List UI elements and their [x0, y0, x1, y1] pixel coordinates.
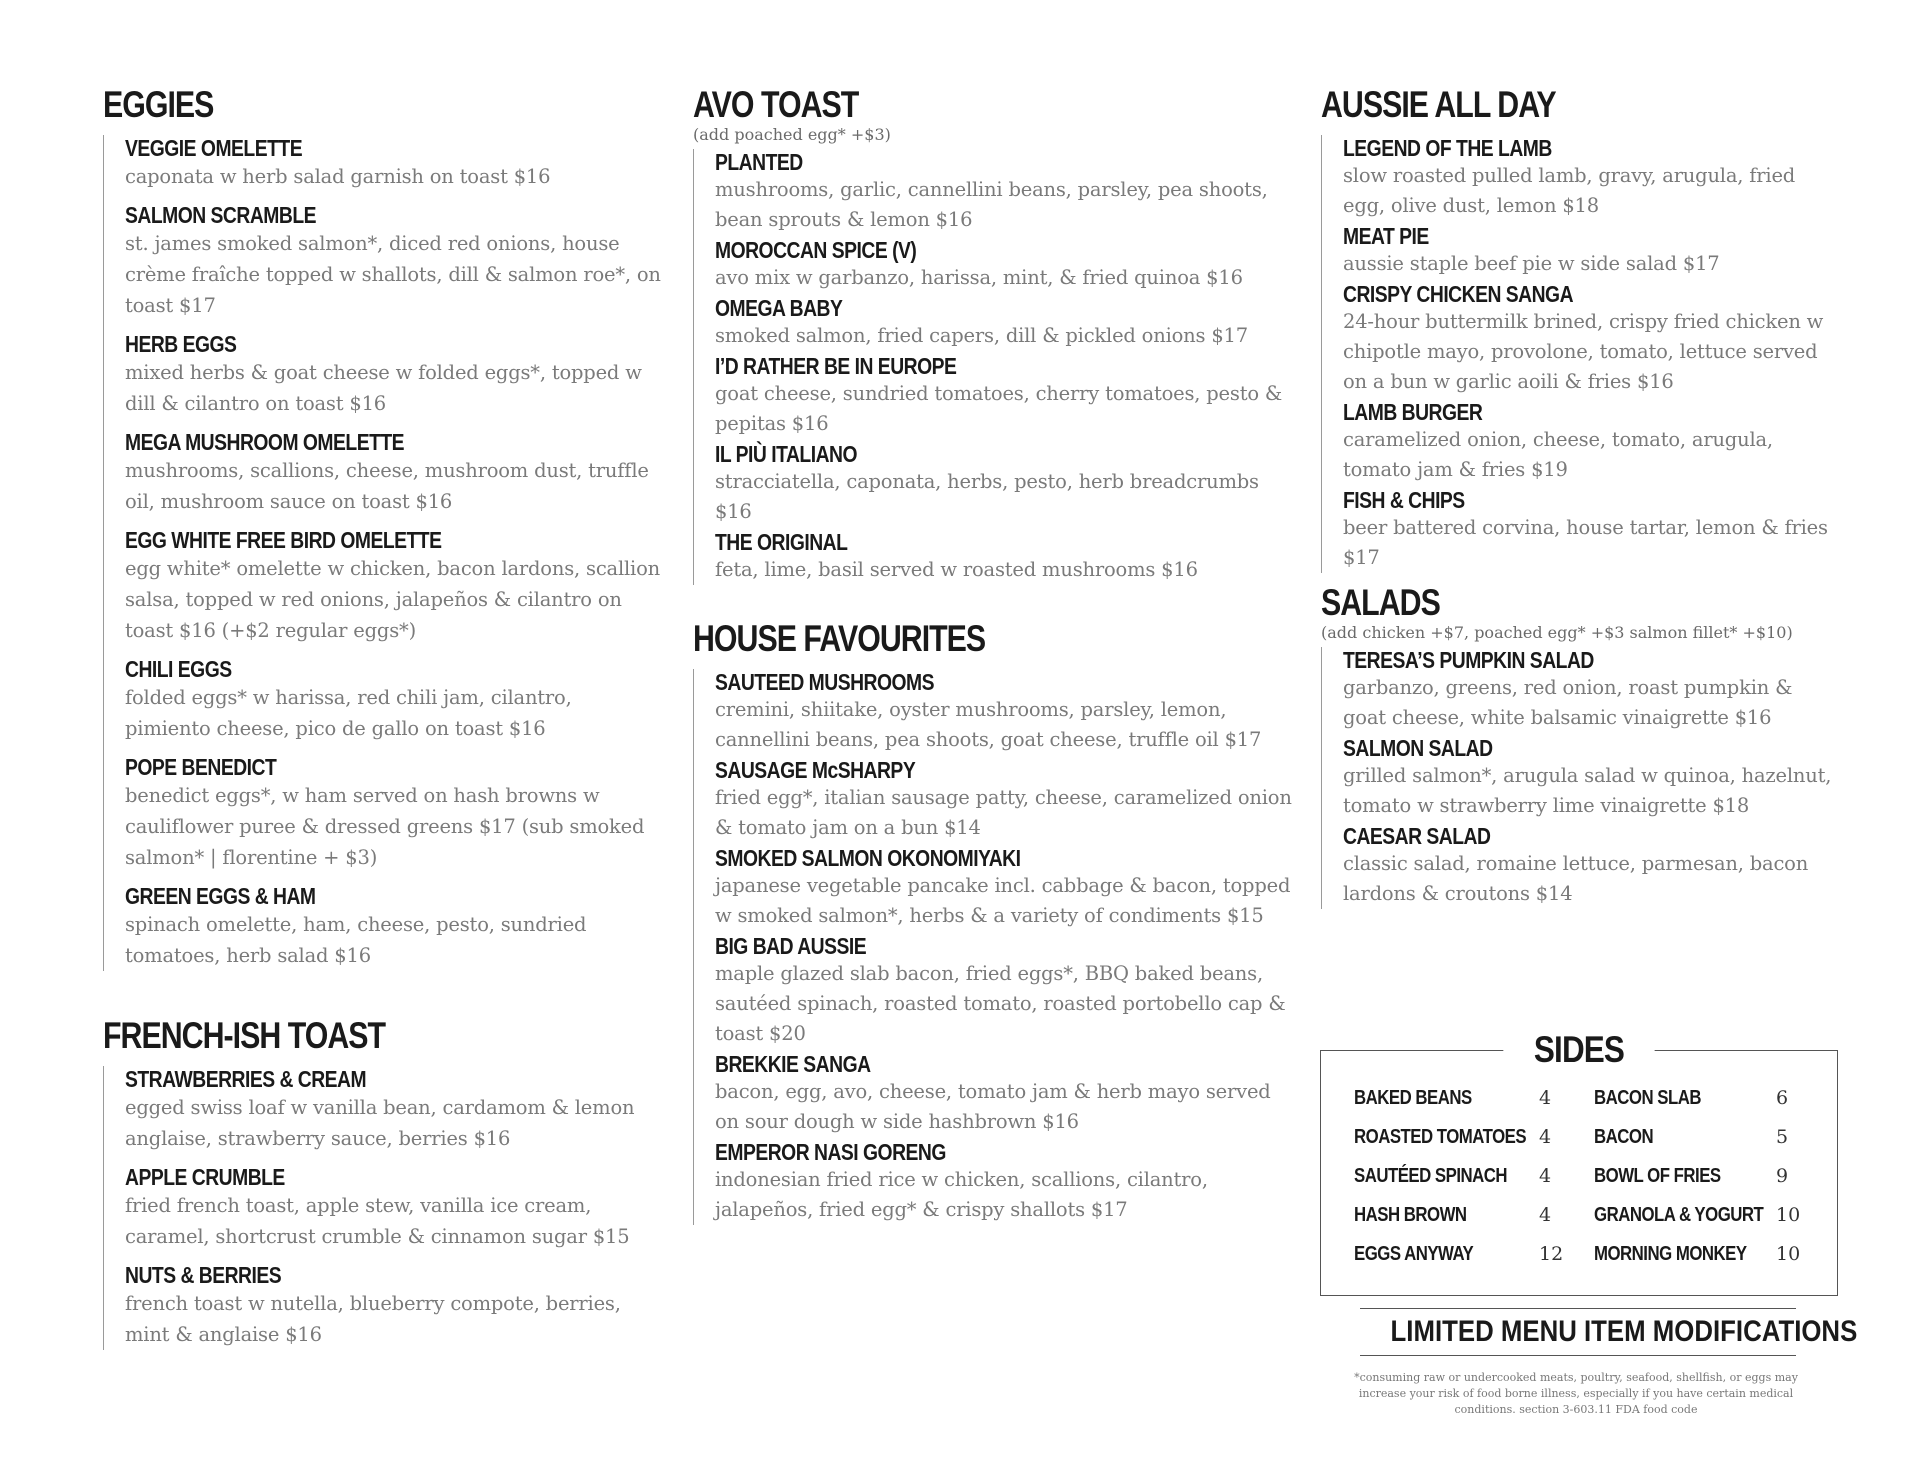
menu-item-name: CAESAR SALAD — [1343, 823, 1491, 849]
menu-item — [715, 295, 1293, 351]
section-title: AVO TOAST — [693, 84, 859, 125]
menu-item — [715, 237, 1293, 293]
menu-section-eggies — [103, 85, 663, 971]
section-title: SALADS — [1321, 582, 1440, 623]
menu-item-name: STRAWBERRIES & CREAM — [125, 1066, 367, 1092]
menu-item — [125, 202, 663, 321]
menu-item — [1343, 223, 1841, 279]
side-item-name: HASH BROWN — [1354, 1204, 1467, 1226]
menu-item-description: folded eggs* w harissa, red chili jam, cilantro, pimiento cheese, pico de gallo on toast $16 — [125, 686, 572, 740]
menu-item-name: POPE BENEDICT — [125, 754, 277, 780]
menu-item-name: NUTS & BERRIES — [125, 1262, 282, 1288]
menu-item-name: LEGEND OF THE LAMB — [1343, 135, 1552, 161]
menu-item-description: smoked salmon, fried capers, dill & pickled onions $17 — [715, 324, 1248, 347]
menu-item — [125, 135, 663, 192]
menu-item — [715, 353, 1293, 439]
menu-item-name: SALMON SALAD — [1343, 735, 1493, 761]
menu-item-description: feta, lime, basil served w roasted mushrooms $16 — [715, 558, 1198, 581]
menu-item-name: OMEGA BABY — [715, 295, 843, 321]
menu-item-list — [1321, 135, 1841, 573]
menu-item-name: BIG BAD AUSSIE — [715, 933, 867, 959]
menu-item — [1343, 647, 1841, 733]
menu-item — [125, 527, 663, 646]
side-item-price: 4 — [1539, 1126, 1552, 1148]
menu-item-description: caramelized onion, cheese, tomato, arugula, tomato jam & fries $19 — [1343, 428, 1773, 481]
menu-item-name: APPLE CRUMBLE — [125, 1164, 285, 1190]
menu-item-list — [1321, 647, 1841, 909]
section-note: (add poached egg* +$3) — [693, 125, 891, 144]
menu-item-description: mushrooms, scallions, cheese, mushroom dust, truffle oil, mushroom sauce on toast $16 — [125, 459, 649, 513]
menu-item — [1343, 281, 1841, 397]
side-item-price: 4 — [1539, 1204, 1552, 1226]
limited-modifications-title: LIMITED MENU ITEM MODIFICATIONS — [1390, 1315, 1858, 1348]
menu-item-list — [693, 669, 1293, 1225]
sides-title: SIDES — [1503, 1029, 1654, 1071]
menu-item — [715, 669, 1293, 755]
menu-item-description: caponata w herb salad garnish on toast $16 — [125, 165, 551, 188]
menu-item-name: MEAT PIE — [1343, 223, 1429, 249]
menu-item — [125, 1262, 663, 1350]
section-title: AUSSIE ALL DAY — [1321, 84, 1556, 125]
side-item-name: BOWL OF FRIES — [1594, 1165, 1721, 1187]
menu-item-name: LAMB BURGER — [1343, 399, 1483, 425]
menu-column-middle — [693, 85, 1293, 1227]
menu-item-name: CHILI EGGS — [125, 656, 232, 682]
side-item-name: ROASTED TOMATOES — [1354, 1126, 1527, 1148]
menu-item-name: HERB EGGS — [125, 331, 237, 357]
side-item-name: SAUTÉED SPINACH — [1354, 1165, 1507, 1187]
menu-item-description: bacon, egg, avo, cheese, tomato jam & herb mayo served on sour dough w side hashbrown $16 — [715, 1080, 1271, 1133]
menu-item-name: EGG WHITE FREE BIRD OMELETTE — [125, 527, 442, 553]
side-item-price: 4 — [1539, 1165, 1552, 1187]
menu-item-description: st. james smoked salmon*, diced red onions, house crème fraîche topped w shallots, dill & salmon roe*, on toast $17 — [125, 232, 661, 317]
section-title: EGGIES — [103, 84, 214, 125]
menu-item — [715, 1051, 1293, 1137]
side-item-name: GRANOLA & YOGURT — [1594, 1204, 1764, 1226]
menu-item — [715, 933, 1293, 1049]
menu-column-left — [103, 85, 663, 1360]
menu-item-description: maple glazed slab bacon, fried eggs*, BBQ baked beans, sautéed spinach, roasted tomato, roasted portobello cap & toast $20 — [715, 962, 1286, 1045]
menu-item-description: mushrooms, garlic, cannellini beans, parsley, pea shoots, bean sprouts & lemon $16 — [715, 178, 1268, 231]
menu-item — [715, 441, 1293, 527]
side-item-name: BACON — [1594, 1126, 1654, 1148]
menu-item-description: aussie staple beef pie w side salad $17 — [1343, 252, 1720, 275]
menu-item-name: PLANTED — [715, 149, 803, 175]
menu-item-description: fried egg*, italian sausage patty, cheese, caramelized onion & tomato jam on a bun $14 — [715, 786, 1292, 839]
side-item-price: 10 — [1776, 1204, 1801, 1226]
menu-item-description: stracciatella, caponata, herbs, pesto, herb breadcrumbs $16 — [715, 470, 1259, 523]
menu-item — [125, 1066, 663, 1154]
menu-item-description: goat cheese, sundried tomatoes, cherry tomatoes, pesto & pepitas $16 — [715, 382, 1283, 435]
side-item-price: 5 — [1776, 1126, 1789, 1148]
food-safety-disclaimer: *consuming raw or undercooked meats, poultry, seafood, shellfish, or eggs may increase your risk of food borne illness, especially if you have certain medical conditions. section 3-603.11 FDA food code — [1354, 1371, 1798, 1416]
side-item-name: MORNING MONKEY — [1594, 1243, 1747, 1265]
menu-item-name: SMOKED SALMON OKONOMIYAKI — [715, 845, 1021, 871]
menu-item-name: SALMON SCRAMBLE — [125, 202, 317, 228]
menu-item-description: beer battered corvina, house tartar, lemon & fries $17 — [1343, 516, 1828, 569]
menu-item-name: BREKKIE SANGA — [715, 1051, 871, 1077]
menu-item — [125, 754, 663, 873]
menu-section-french-ish-toast — [103, 1016, 663, 1350]
menu-item — [125, 883, 663, 971]
menu-item — [1343, 135, 1841, 221]
menu-section-salads — [1321, 583, 1841, 909]
menu-item-name: VEGGIE OMELETTE — [125, 135, 303, 161]
menu-item-description: garbanzo, greens, red onion, roast pumpkin & goat cheese, white balsamic vinaigrette $16 — [1343, 676, 1793, 729]
side-item-name: BAKED BEANS — [1354, 1087, 1472, 1109]
menu-section-avo-toast — [693, 85, 1293, 585]
menu-item — [715, 149, 1293, 235]
menu-item-description: benedict eggs*, w ham served on hash browns w cauliflower puree & dressed greens $17 (sub smoked salmon* | florentine + $3) — [125, 784, 645, 869]
menu-item — [715, 757, 1293, 843]
menu-item-name: TERESA’S PUMPKIN SALAD — [1343, 647, 1594, 673]
menu-item-name: IL PIÙ ITALIANO — [715, 441, 857, 467]
menu-item-description: 24-hour buttermilk brined, crispy fried chicken w chipotle mayo, provolone, tomato, lettuce served on a bun w garlic aoili & fries $16 — [1343, 310, 1824, 393]
section-note: (add chicken +$7, poached egg* +$3 salmon fillet* +$10) — [1321, 623, 1793, 642]
menu-column-right — [1321, 85, 1841, 911]
section-title: HOUSE FAVOURITES — [693, 618, 986, 659]
menu-item-description: slow roasted pulled lamb, gravy, arugula, fried egg, olive dust, lemon $18 — [1343, 164, 1796, 217]
sides-box — [1320, 1029, 1838, 1296]
menu-item-description: french toast w nutella, blueberry compote, berries, mint & anglaise $16 — [125, 1292, 621, 1346]
side-item-name: BACON SLAB — [1594, 1087, 1701, 1109]
menu-item-name: FISH & CHIPS — [1343, 487, 1465, 513]
menu-item-name: THE ORIGINAL — [715, 529, 848, 555]
menu-item — [125, 429, 663, 517]
menu-item — [125, 331, 663, 419]
menu-item — [125, 1164, 663, 1252]
menu-item — [1343, 399, 1841, 485]
menu-item — [1343, 823, 1841, 909]
side-item-price: 6 — [1776, 1087, 1789, 1109]
menu-item-list — [103, 135, 663, 971]
menu-item-description: egged swiss loaf w vanilla bean, cardamom & lemon anglaise, strawberry sauce, berries $16 — [125, 1096, 635, 1150]
menu-item-name: SAUSAGE McSHARPY — [715, 757, 916, 783]
side-item-price: 9 — [1776, 1165, 1789, 1187]
menu-item-description: avo mix w garbanzo, harissa, mint, & fried quinoa $16 — [715, 266, 1243, 289]
menu-item — [1343, 735, 1841, 821]
menu-item-name: CRISPY CHICKEN SANGA — [1343, 281, 1574, 307]
menu-item — [715, 1139, 1293, 1225]
menu-item — [715, 529, 1293, 585]
menu-section-house-favourites — [693, 619, 1293, 1225]
limited-modifications-banner — [1360, 1308, 1858, 1356]
menu-item-description: spinach omelette, ham, cheese, pesto, sundried tomatoes, herb salad $16 — [125, 913, 587, 967]
side-item-price: 12 — [1539, 1243, 1564, 1265]
side-item-price: 4 — [1539, 1087, 1552, 1109]
menu-item-description: grilled salmon*, arugula salad w quinoa, hazelnut, tomato w strawberry lime vinaigrette $18 — [1343, 764, 1832, 817]
menu-item — [1343, 487, 1841, 573]
menu-item-name: SAUTEED MUSHROOMS — [715, 669, 934, 695]
menu-item-name: I’D RATHER BE IN EUROPE — [715, 353, 957, 379]
side-item-name: EGGS ANYWAY — [1354, 1243, 1474, 1265]
menu-item-description: indonesian fried rice w chicken, scallions, cilantro, jalapeños, fried egg* & crispy shallots $17 — [715, 1168, 1208, 1221]
menu-item — [125, 656, 663, 744]
menu-item-description: japanese vegetable pancake incl. cabbage & bacon, topped w smoked salmon*, herbs & a variety of condiments $15 — [715, 874, 1291, 927]
menu-item-list — [693, 149, 1293, 585]
menu-item-description: mixed herbs & goat cheese w folded eggs*, topped w dill & cilantro on toast $16 — [125, 361, 642, 415]
menu-item-name: GREEN EGGS & HAM — [125, 883, 316, 909]
section-title: FRENCH-ISH TOAST — [103, 1015, 386, 1056]
side-item-price: 10 — [1776, 1243, 1801, 1265]
menu-item — [715, 845, 1293, 931]
menu-item-description: cremini, shiitake, oyster mushrooms, parsley, lemon, cannellini beans, pea shoots, goat cheese, truffle oil $17 — [715, 698, 1262, 751]
menu-item-description: egg white* omelette w chicken, bacon lardons, scallion salsa, topped w red onions, jalapeños & cilantro on toast $16 (+$2 regular eggs*) — [125, 557, 660, 642]
menu-section-aussie-all-day — [1321, 85, 1841, 573]
menu-item-description: classic salad, romaine lettuce, parmesan, bacon lardons & croutons $14 — [1343, 852, 1809, 905]
menu-item-description: fried french toast, apple stew, vanilla ice cream, caramel, shortcrust crumble & cinnamon sugar $15 — [125, 1194, 630, 1248]
menu-item-name: EMPEROR NASI GORENG — [715, 1139, 946, 1165]
menu-item-name: MEGA MUSHROOM OMELETTE — [125, 429, 405, 455]
menu-item-list — [103, 1066, 663, 1350]
menu-item-name: MOROCCAN SPICE (V) — [715, 237, 917, 263]
